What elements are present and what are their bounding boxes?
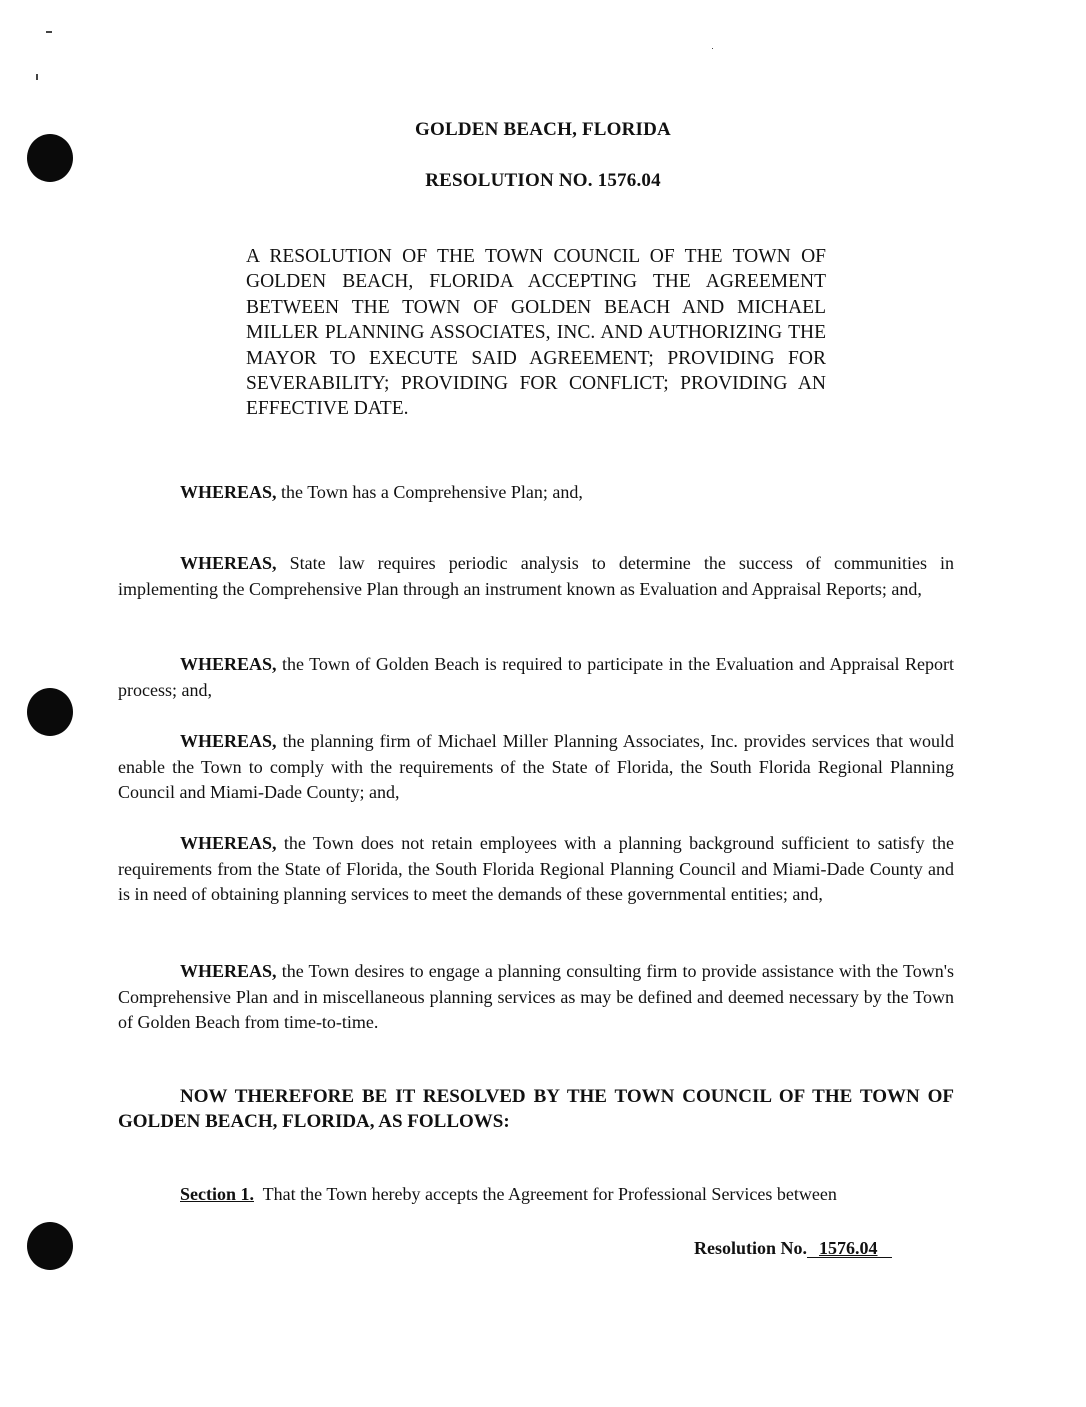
scan-speck [36,74,38,80]
whereas-text: State law requires periodic analysis to determine the success of communities in implementing the Comprehensive Plan through an instrument known as Evaluation and Appraisal Reports; and, [118,553,954,599]
whereas-clause [118,959,954,1036]
whereas-clause [118,652,954,703]
section-label: Section 1. [180,1184,254,1204]
whereas-lead: WHEREAS, [180,553,277,573]
scan-speck [712,48,713,49]
whereas-lead: WHEREAS, [180,731,277,751]
punch-hole-middle [27,688,73,736]
resolution-heading: RESOLUTION NO. 1576.04 [425,170,661,191]
whereas-text: the Town has a Comprehensive Plan; and, [276,482,583,502]
scan-speck [46,31,52,33]
whereas-lead: WHEREAS, [180,482,277,502]
whereas-lead: WHEREAS, [180,654,277,674]
resolution-abstract: A RESOLUTION OF THE TOWN COUNCIL OF THE TOWN OF GOLDEN BEACH, FLORIDA ACCEPTING THE AGREEMENT BETWEEN THE TOWN OF GOLDEN BEACH AND MICHAEL MILLER PLANNING ASSOCIATES, INC. AND AUTHORIZING THE MAYOR TO EXECUTE SAID AGREEMENT; PROVIDING FOR SEVERABILITY; PROVIDING FOR CONFLICT; PROVIDING AN EFFECTIVE DATE. [246,246,826,420]
section-1 [180,1184,960,1205]
footer-resolution-number: 1576.04 [807,1239,892,1258]
whereas-clause [118,480,954,506]
whereas-clause [118,831,954,908]
footer-label: Resolution No. [694,1238,808,1258]
section-text: That the Town hereby accepts the Agreement for Professional Services between [254,1184,837,1204]
whereas-lead: WHEREAS, [180,961,277,981]
whereas-clause [118,729,954,806]
municipality-heading: GOLDEN BEACH, FLORIDA [415,119,671,140]
whereas-text: the Town desires to engage a planning consulting firm to provide assistance with the Town's Comprehensive Plan and in miscellaneous planning services as may be defined and deemed necessary by the Town of Golden Beach from time-to-time. [118,961,954,1032]
resolved-clause: NOW THEREFORE BE IT RESOLVED BY THE TOWN COUNCIL OF THE TOWN OF GOLDEN BEACH, FLORIDA, AS FOLLOWS: [118,1086,954,1132]
whereas-text: the Town of Golden Beach is required to participate in the Evaluation and Appraisal Report process; and, [118,654,954,700]
whereas-lead: WHEREAS, [180,833,277,853]
page-footer [694,1238,892,1259]
punch-hole-bottom [27,1222,73,1270]
whereas-text: the Town does not retain employees with a planning background sufficient to satisfy the requirements from the State of Florida, the South Florida Regional Planning Council and Miami-Dade County and is in need of obtaining planning services to meet the demands of these governmental entities; and, [118,833,954,904]
whereas-clause [118,551,954,602]
whereas-text: the planning firm of Michael Miller Planning Associates, Inc. provides services that would enable the Town to comply with the requirements of the State of Florida, the South Florida Regional Planning Council and Miami-Dade County; and, [118,731,954,802]
